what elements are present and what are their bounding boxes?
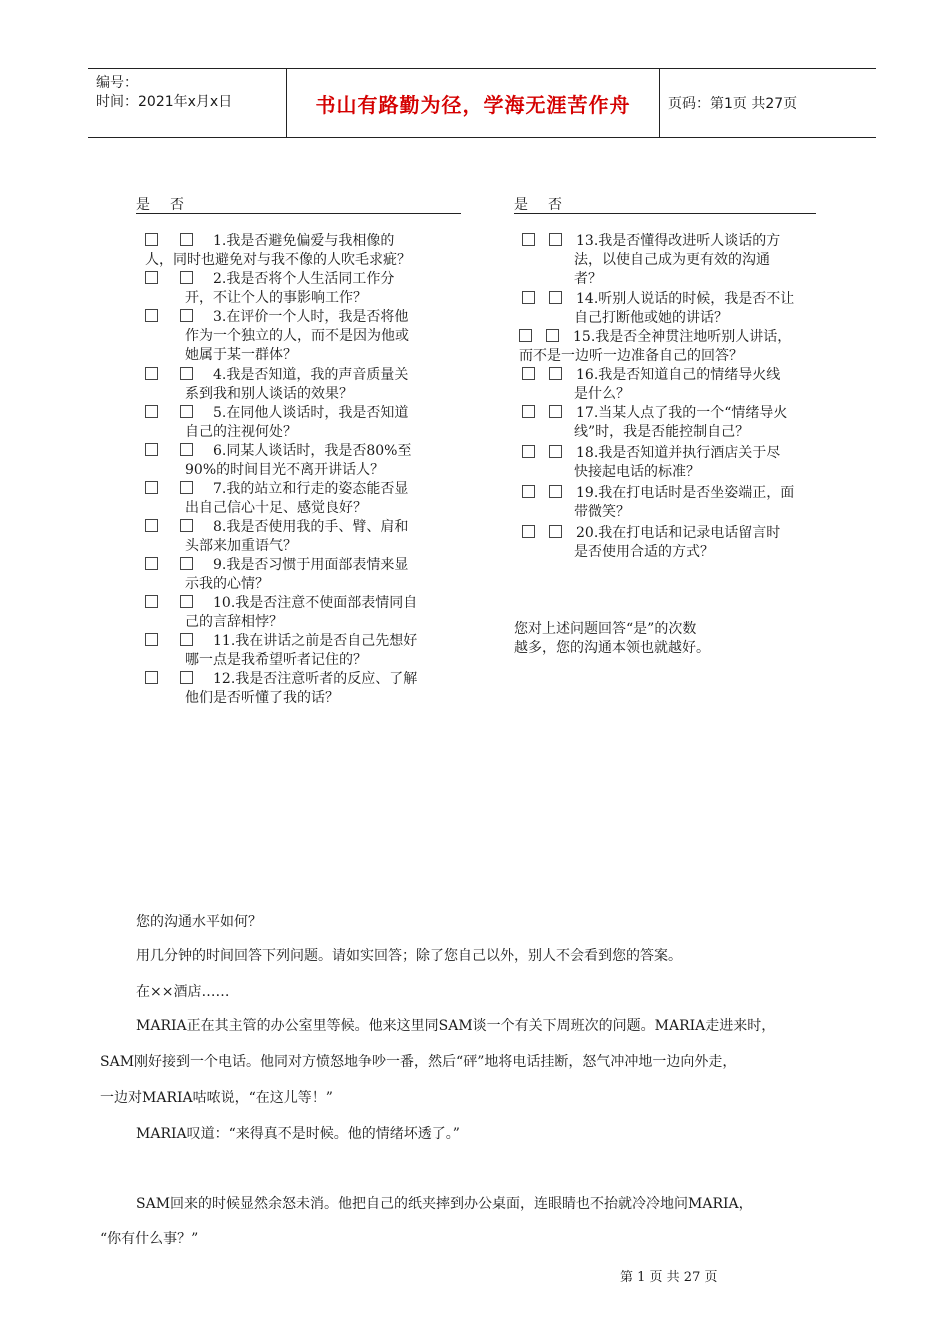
question-text: 5.在同他人谈话时，我是否知道 — [213, 405, 409, 421]
question-text-continued: 90%的时间目光不离开讲话人？ — [185, 462, 385, 478]
no-checkbox[interactable] — [549, 485, 562, 498]
question-text: 9.我是否习惯于用面部表情来显 — [213, 557, 409, 573]
question-text-continued: 快接起电话的标准？ — [574, 464, 700, 480]
code-label: 编号： — [96, 75, 138, 91]
question-text: 3.在评价一个人时，我是否将他 — [213, 309, 409, 325]
no-checkbox[interactable] — [549, 367, 562, 380]
question-text-continued: 哪一点是我希望听者记住的？ — [185, 652, 367, 668]
no-label: 否 — [170, 197, 184, 213]
question-item — [522, 444, 780, 482]
question-item — [145, 366, 408, 404]
yes-checkbox[interactable] — [145, 595, 158, 608]
yes-checkbox[interactable] — [145, 481, 158, 494]
no-checkbox[interactable] — [546, 329, 559, 342]
page-info: 页码：第1页 共27页 — [668, 96, 798, 112]
question-item — [145, 632, 417, 670]
no-checkbox[interactable] — [180, 271, 193, 284]
question-text-continued: 出自己信心十足、感觉良好？ — [185, 500, 367, 516]
yes-checkbox[interactable] — [145, 233, 158, 246]
scene-intro: 在××酒店…… — [136, 984, 230, 1000]
question-text: 7.我的站立和行走的姿态能否显 — [213, 481, 409, 497]
no-checkbox[interactable] — [180, 595, 193, 608]
header-motto-cell — [287, 69, 660, 137]
no-checkbox[interactable] — [549, 445, 562, 458]
yes-checkbox[interactable] — [145, 367, 158, 380]
no-checkbox[interactable] — [180, 405, 193, 418]
no-checkbox[interactable] — [180, 309, 193, 322]
question-text-continued: 者？ — [574, 271, 602, 287]
no-checkbox[interactable] — [180, 233, 193, 246]
question-text-continued: 作为一个独立的人，而不是因为他或 — [185, 328, 409, 344]
yes-checkbox[interactable] — [145, 633, 158, 646]
question-item — [145, 556, 408, 594]
question-text-continued: 示我的心情？ — [185, 576, 269, 592]
question-text-continued: 系到我和别人谈话的效果？ — [185, 386, 353, 402]
question-text: 10.我是否注意不使面部表情同自 — [213, 595, 418, 611]
question-text-continued: 是什么？ — [574, 386, 630, 402]
yes-checkbox[interactable] — [522, 233, 535, 246]
motto: 书山有路勤为径，学海无涯苦作舟 — [315, 92, 631, 117]
no-checkbox[interactable] — [180, 633, 193, 646]
no-checkbox[interactable] — [180, 481, 193, 494]
question-text: 12.我是否注意听者的反应、了解 — [213, 671, 418, 687]
yes-checkbox[interactable] — [145, 271, 158, 284]
question-item — [145, 480, 408, 518]
left-column-header — [136, 194, 461, 214]
question-text-continued: 己的言辞相悖？ — [185, 614, 283, 630]
question-item — [522, 484, 794, 522]
question-item — [522, 232, 780, 289]
no-checkbox[interactable] — [180, 671, 193, 684]
yes-checkbox[interactable] — [145, 443, 158, 456]
story-line-1: MARIA正在其主管的办公室里等候。他来这里同SAM谈一个有关下周班次的问题。MARIA走进来时， — [136, 1018, 776, 1034]
yes-checkbox[interactable] — [519, 329, 532, 342]
no-checkbox[interactable] — [180, 443, 193, 456]
question-text: 18.我是否知道并执行酒店关于尽 — [576, 445, 781, 461]
question-item — [145, 308, 409, 365]
story-line-6: “你有什么事？” — [100, 1231, 199, 1247]
no-label: 否 — [548, 197, 562, 213]
question-text: 16.我是否知道自己的情绪导火线 — [576, 367, 781, 383]
story-line-5: SAM回来的时候显然余怒未消。他把自己的纸夹摔到办公桌面，连眼睛也不抬就冷冷地问MARIA， — [136, 1196, 753, 1212]
no-checkbox[interactable] — [549, 525, 562, 538]
question-item — [145, 670, 417, 708]
question-text: 11.我在讲话之前是否自己先想好 — [213, 633, 418, 649]
no-checkbox[interactable] — [180, 367, 193, 380]
question-text-continued: 开，不让个人的事影响工作？ — [185, 290, 367, 306]
yes-checkbox[interactable] — [522, 405, 535, 418]
question-text: 14.听别人说话的时候，我是否不让 — [576, 291, 795, 307]
question-text-continued: 她属于某一群体？ — [185, 347, 297, 363]
yes-checkbox[interactable] — [145, 309, 158, 322]
yes-checkbox[interactable] — [522, 367, 535, 380]
yes-checkbox[interactable] — [522, 525, 535, 538]
question-text-continued: 他们是否听懂了我的话？ — [185, 690, 339, 706]
question-item — [145, 442, 411, 480]
no-checkbox[interactable] — [549, 405, 562, 418]
no-checkbox[interactable] — [180, 519, 193, 532]
story-line-4: MARIA叹道：“来得真不是时候。他的情绪坏透了。” — [136, 1126, 460, 1142]
question-text: 8.我是否使用我的手、臂、肩和 — [213, 519, 409, 535]
question-item — [145, 404, 408, 442]
header-meta-cell — [88, 69, 287, 137]
question-text-continued: 头部来加重语气？ — [185, 538, 297, 554]
section-title: 您的沟通水平如何？ — [136, 914, 262, 930]
document-header — [88, 68, 876, 138]
yes-label: 是 — [136, 197, 150, 213]
question-text: 4.我是否知道，我的声音质量关 — [213, 367, 409, 383]
note-line-1: 您对上述问题回答“是”的次数 — [514, 621, 697, 637]
right-column-header — [514, 194, 816, 214]
question-text: 17.当某人点了我的一个“情绪导火 — [576, 405, 788, 421]
question-text-continued: 自己的注视何处？ — [185, 424, 297, 440]
question-item — [145, 232, 411, 270]
no-checkbox[interactable] — [549, 233, 562, 246]
yes-checkbox[interactable] — [522, 445, 535, 458]
page-footer: 第 1 页 共 27 页 — [620, 1270, 718, 1285]
yes-label: 是 — [514, 197, 528, 213]
story-line-2: SAM刚好接到一个电话。他同对方愤怒地争吵一番，然后“砰”地将电话挂断，怒气冲冲地一边向外走， — [100, 1054, 737, 1070]
no-checkbox[interactable] — [180, 557, 193, 570]
note-line-2: 越多，您的沟通本领也就越好。 — [514, 640, 710, 656]
question-text-continued: 是否使用合适的方式？ — [574, 544, 714, 560]
question-text: 1.我是否避免偏爱与我相像的 — [213, 233, 395, 249]
question-text: 19.我在打电话时是否坐姿端正，面 — [576, 485, 795, 501]
instruction-paragraph: 用几分钟的时间回答下列问题。请如实回答；除了您自己以外，别人不会看到您的答案。 — [136, 948, 682, 964]
yes-checkbox[interactable] — [522, 291, 535, 304]
question-text: 6.同某人谈话时，我是否80%至 — [213, 443, 412, 459]
question-item — [522, 366, 780, 404]
question-text-continued: 自己打断他或她的讲话？ — [574, 310, 728, 326]
question-text: 13.我是否懂得改进听人谈话的方 — [576, 233, 781, 249]
question-text-continued: 法，以使自己成为更有效的沟通 — [574, 252, 770, 268]
yes-checkbox[interactable] — [145, 519, 158, 532]
question-item — [522, 524, 780, 562]
question-item — [522, 404, 787, 442]
yes-checkbox[interactable] — [145, 405, 158, 418]
question-text-continued: 线”时，我是否能控制自己？ — [574, 424, 750, 440]
question-text-continued: 带微笑？ — [574, 504, 630, 520]
yes-checkbox[interactable] — [145, 671, 158, 684]
question-text-continued: 而不是一边听一边准备自己的回答？ — [519, 348, 743, 364]
question-text: 20.我在打电话和记录电话留言时 — [576, 525, 781, 541]
date-line: 时间：2021年x月x日 — [96, 94, 233, 110]
question-item — [522, 290, 794, 328]
scoring-note — [514, 620, 710, 658]
yes-checkbox[interactable] — [145, 557, 158, 570]
yes-checkbox[interactable] — [522, 485, 535, 498]
question-text-continued: 人，同时也避免对与我不像的人吹毛求疵？ — [145, 252, 411, 268]
no-checkbox[interactable] — [549, 291, 562, 304]
question-text: 2.我是否将个人生活同工作分 — [213, 271, 395, 287]
question-item — [145, 594, 417, 632]
question-item — [145, 518, 408, 556]
story-line-3: 一边对MARIA咕哝说，“在这儿等！” — [100, 1090, 333, 1106]
question-item — [519, 328, 791, 366]
question-item — [145, 270, 394, 308]
question-text: 15.我是否全神贯注地听别人讲话， — [573, 329, 792, 345]
